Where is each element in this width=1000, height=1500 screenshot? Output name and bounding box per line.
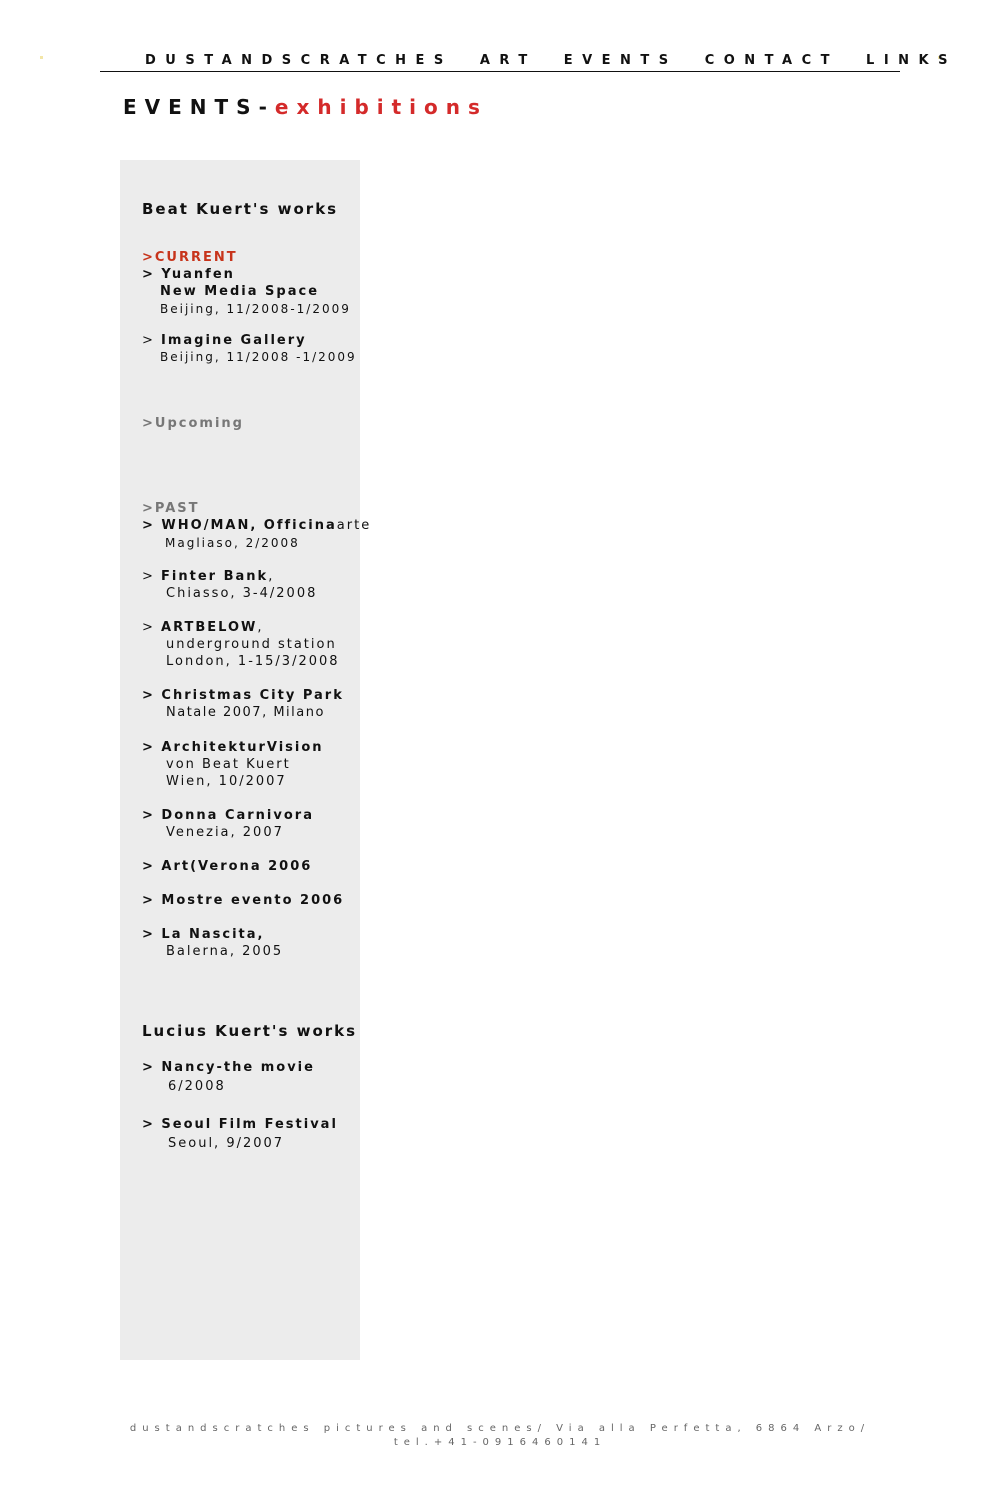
event-name: Nancy-the movie <box>161 1060 315 1075</box>
event-prefix: > <box>142 859 162 874</box>
event-art-verona-2006[interactable] <box>142 859 312 874</box>
page-title-accent: exhibitions <box>274 95 488 119</box>
event-prefix: > <box>142 688 162 703</box>
event-line: von Beat Kuert <box>166 757 291 772</box>
nav-divider <box>100 71 900 72</box>
event-line: Natale 2007, Milano <box>166 705 325 720</box>
event-name: Christmas City Park <box>161 688 344 703</box>
event-donna-carnivora[interactable] <box>142 808 314 823</box>
event-line: London, 1-15/3/2008 <box>166 654 340 669</box>
event-name: Imagine Gallery <box>161 333 307 348</box>
event-imagine-gallery[interactable] <box>142 333 307 348</box>
event-la-nascita[interactable] <box>142 927 264 942</box>
page-title-main: EVENTS- <box>123 95 275 119</box>
event-line: Beijing, 11/2008-1/2009 <box>160 302 351 316</box>
event-yuanfen[interactable] <box>142 267 235 282</box>
event-name-tail: , <box>268 569 275 584</box>
nav-link-art[interactable]: ART <box>479 53 537 68</box>
footer-phone: tel.+41-0916460141 <box>393 1437 607 1448</box>
event-nancy-the-movie[interactable] <box>142 1060 315 1075</box>
top-nav <box>145 53 970 68</box>
event-line: Venezia, 2007 <box>166 825 284 840</box>
event-prefix: > <box>142 893 162 908</box>
upcoming-label: >Upcoming <box>142 416 244 431</box>
event-name: Donna Carnivora <box>161 808 314 823</box>
event-name: ARTBELOW <box>161 620 258 635</box>
event-name: Yuanfen <box>161 267 235 282</box>
event-prefix: > <box>142 1060 162 1075</box>
event-name: Finter Bank <box>161 569 269 584</box>
event-seoul-film-festival[interactable] <box>142 1117 338 1132</box>
nav-link-events[interactable]: EVENTS <box>563 53 678 68</box>
event-name: Art(Verona 2006 <box>161 859 313 874</box>
beat-section-title: Beat Kuert's works <box>142 200 339 218</box>
event-line: Chiasso, 3-4/2008 <box>166 586 318 601</box>
past-label: >PAST <box>142 501 200 516</box>
current-label: >CURRENT <box>142 250 238 265</box>
event-line: Magliaso, 2/2008 <box>165 536 300 550</box>
event-prefix: > <box>142 267 162 282</box>
event-line: Balerna, 2005 <box>166 944 284 959</box>
event-prefix: > <box>142 620 162 635</box>
event-line: Beijing, 11/2008 -1/2009 <box>160 350 357 364</box>
event-who-man[interactable] <box>142 518 371 533</box>
event-name-tail: , <box>257 620 264 635</box>
event-line: underground station <box>166 637 337 652</box>
event-prefix: > <box>142 808 162 823</box>
event-christmas-city-park[interactable] <box>142 688 344 703</box>
event-name: Mostre evento 2006 <box>161 893 345 908</box>
event-line: New Media Space <box>160 284 320 299</box>
event-architekturvision[interactable] <box>142 740 324 755</box>
nav-link-dustandscratches[interactable]: DUSTANDSCRATCHES <box>145 53 453 68</box>
footer-address: dustandscratches pictures and scenes/ Via alla Perfetta, 6864 Arzo/ <box>129 1423 871 1434</box>
event-line: Seoul, 9/2007 <box>168 1136 285 1151</box>
event-prefix: > <box>142 1117 162 1132</box>
event-artbelow[interactable] <box>142 620 264 635</box>
event-prefix: > <box>142 518 162 533</box>
event-line: Wien, 10/2007 <box>166 774 287 789</box>
event-name: WHO/MAN, Officina <box>161 518 337 533</box>
event-name-tail: arte <box>336 518 372 533</box>
event-name: La Nascita, <box>161 927 265 942</box>
event-name: Seoul Film Festival <box>161 1117 338 1132</box>
event-prefix: > <box>142 927 162 942</box>
event-prefix: > <box>142 569 162 584</box>
nav-link-links[interactable]: LINKS <box>866 53 957 68</box>
event-mostre-evento-2006[interactable] <box>142 893 344 908</box>
nav-link-contact[interactable]: CONTACT <box>704 53 839 68</box>
lucius-section-title: Lucius Kuert's works <box>142 1022 358 1040</box>
event-name: ArchitekturVision <box>161 740 324 755</box>
corner-dot-left <box>40 56 43 59</box>
event-prefix: > <box>142 740 162 755</box>
page-title <box>123 95 488 119</box>
event-prefix: > <box>142 333 162 348</box>
event-finter-bank[interactable] <box>142 569 274 584</box>
event-line: 6/2008 <box>168 1079 226 1094</box>
